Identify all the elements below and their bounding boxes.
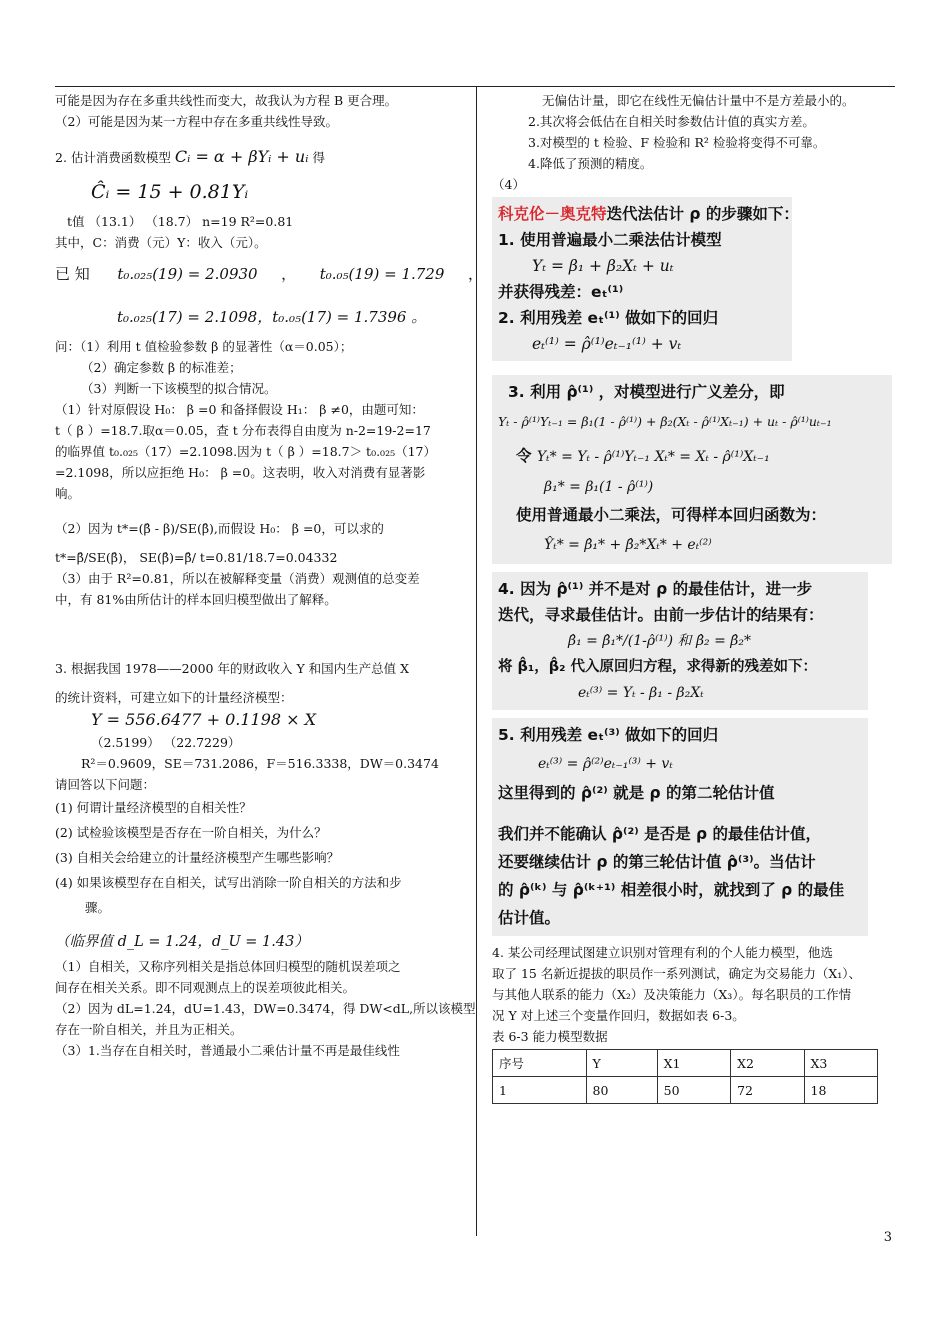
question-3-item: (1) 何谓计量经济模型的自相关性？ — [55, 800, 252, 815]
page-top-rule — [55, 86, 895, 87]
question-3-item: (4) 如果该模型存在自相关，试写出消除一阶自相关的方法和步 — [55, 875, 402, 890]
question-4-line: 4. 某公司经理试图建立识别对管理有利的个人能力模型，他选 — [492, 945, 833, 960]
answer-2-line: t*=β̂/SE(β̂)， SE(β̂)=β̂/ t=0.81/18.7=0.04332 — [55, 550, 338, 565]
step-6-line: 估计值。 — [498, 909, 561, 927]
answer-1-line: （1）针对原假设 H₀： β =0 和备择假设 H₁： β ≠0，由题可知： — [55, 402, 424, 417]
step-3-beta-star: β₁* = β₁(1 - ρ̂⁽¹⁾) — [544, 479, 654, 495]
question-4-line: 况 Y 对上述三个变量作回归，数据如表 6-3。 — [492, 1008, 745, 1023]
question-2-intro: 2. 估计消费函数模型 Cᵢ = α + βYᵢ + uᵢ 得 — [55, 147, 325, 166]
step-6-line: 的 ρ̂⁽ᵏ⁾ 与 ρ̂⁽ᵏ⁺¹⁾ 相差很小时，就找到了 ρ 的最佳 — [498, 881, 845, 899]
step-5-second-round: 这里得到的 ρ̂⁽²⁾ 就是 ρ 的第二轮估计值 — [498, 784, 775, 802]
standard-errors-line: （2.5199） （22.7229） — [91, 735, 241, 750]
step-3-ols: 使用普通最小二乘法，可得样本回归函数为： — [516, 506, 827, 524]
answer-2-line: （2）因为 t*=(β̂ - β)/SE(β̂),而假设 H₀： β =0，可以求的 — [55, 521, 384, 536]
table-header-cell: X2 — [731, 1050, 804, 1077]
table-header-cell: X1 — [657, 1050, 730, 1077]
table-cell: 72 — [731, 1077, 804, 1104]
critical-values-line: （临界值 d_L = 1.24，d_U = 1.43） — [55, 934, 309, 950]
question-3-item: (2) 试检验该模型是否存在一阶自相关，为什么？ — [55, 825, 327, 840]
table-caption: 表 6-3 能力模型数据 — [492, 1029, 608, 1044]
table-cell: 50 — [657, 1077, 730, 1104]
table-header-cell: X3 — [804, 1050, 877, 1077]
t-values-line: t值 （13.1） （18.7） n=19 R²=0.81 — [67, 214, 294, 229]
text-line: 可能是因为存在多重共线性而变大，故我认为方程 B 更合理。 — [55, 93, 398, 108]
step-1: 1. 使用普遍最小二乘法估计模型 — [498, 231, 722, 249]
question-ask-1: 问：（1）利用 t 值检验参数 β 的显著性（α＝0.05）； — [55, 339, 353, 354]
step-1-equation: Yₜ = β₁ + β₂Xₜ + uₜ — [532, 257, 674, 275]
step-6-line: 还要继续估计 ρ 的第三轮估计值 ρ̂⁽³⁾。当估计 — [498, 853, 816, 871]
text-line: 4.降低了预测的精度。 — [528, 156, 653, 171]
text-line: 无偏估计量，即它在线性无偏估计量中不是方差最小的。 — [542, 93, 855, 108]
table-cell: 1 — [493, 1077, 587, 1104]
step-5: 5. 利用残差 eₜ⁽³⁾ 做如下的回归 — [498, 726, 719, 744]
variable-definitions: 其中，C：消费（元）Y：收入（元）。 — [55, 235, 267, 250]
answer-3-line: 中，有 81%由所估计的样本回归模型做出了解释。 — [55, 592, 337, 607]
question-3-line: 3. 根据我国 1978——2000 年的财政收入 Y 和国内生产总值 X — [55, 661, 410, 676]
step-3-equation: Yₜ - ρ̂⁽¹⁾Yₜ₋₁ = β₁(1 - ρ̂⁽¹⁾) + β₂(Xₜ - ρ̂⁽¹⁾Xₜ₋₁) + uₜ - ρ̂⁽¹⁾uₜ₋₁ — [498, 414, 832, 429]
answer-1-line: t（ β ）=18.7.取α＝0.05，查 t 分布表得自由度为 n-2=19-2=17 — [55, 423, 431, 438]
text-line: （2）可能是因为某一方程中存在多重共线性导致。 — [55, 114, 338, 129]
cochrane-orcutt-panel-4 — [492, 718, 868, 936]
question-3-line: 的统计资料，可建立如下的计量经济模型： — [55, 690, 293, 705]
step-6-line: 我们并不能确认 ρ̂⁽²⁾ 是否是 ρ 的最佳估计值， — [498, 825, 821, 843]
left-column — [55, 90, 483, 1061]
answer-1-line: =2.1098，所以应拒绝 H₀： β =0。这表明，收入对消费有显著影 — [55, 465, 426, 480]
panel-title: 科克伦－奥克特迭代法估计 ρ 的步骤如下： — [498, 205, 799, 223]
consumption-model-equation: Cᵢ = α + βYᵢ + uᵢ — [174, 147, 309, 166]
table-row — [493, 1077, 878, 1104]
question-3-item: (3) 自相关会给建立的计量经济模型产生哪些影响？ — [55, 850, 340, 865]
answer-1-line: 的临界值 t₀.₀₂₅（17）=2.1098.因为 t（ β ）=18.7＞ t₀.₀₂₅（17） — [55, 444, 437, 459]
step-2: 2. 利用残差 eₜ⁽¹⁾ 做如下的回归 — [498, 309, 719, 327]
question-4-line: 与其他人联系的能力（X₂）及决策能力（X₃）。每名职员的工作情 — [492, 987, 852, 1002]
question-4-line: 取了 15 名新近提拔的职员作一系列测试，确定为交易能力（X₁）、 — [492, 966, 862, 981]
answer-3-1: 间存在相关关系。即不同观测点上的误差项彼此相关。 — [55, 980, 356, 995]
text-line: 2.其次将会低估在自相关时参数估计值的真实方差。 — [528, 114, 815, 129]
text-line: （4） — [492, 177, 525, 192]
table-header-cell: Y — [586, 1050, 657, 1077]
answer-3-line: （3）由于 R²=0.81，所以在被解释变量（消费）观测值的总变差 — [55, 571, 420, 586]
step-3: 3. 利用 ρ̂⁽¹⁾ ，对模型进行广义差分，即 — [508, 383, 785, 401]
ability-model-table — [492, 1049, 878, 1104]
page-number: 3 — [883, 1230, 892, 1245]
cochrane-orcutt-panel-3 — [492, 572, 868, 710]
step-5-equation: eₜ⁽³⁾ = ρ̂⁽²⁾eₜ₋₁⁽³⁾ + vₜ — [538, 756, 673, 772]
table-cell: 80 — [586, 1077, 657, 1104]
answer-3-2: （2）因为 dL=1.24，dU=1.43，DW=0.3474，得 DW<dL,所以该模型 — [55, 1001, 476, 1016]
step-3-let-line: 令 Yₜ* = Yₜ - ρ̂⁽¹⁾Yₜ₋₁ Xₜ* = Xₜ - ρ̂⁽¹⁾Xₜ₋₁ — [516, 447, 770, 465]
question-3-item: 骤。 — [85, 900, 111, 915]
column-divider — [476, 86, 477, 1236]
step-4: 4. 因为 ρ̂⁽¹⁾ 并不是对 ρ 的最佳估计，进一步 — [498, 580, 813, 598]
answer-3-2: 存在一阶自相关，并且为正相关。 — [55, 1022, 243, 1037]
question-ask-3: （3）判断一下该模型的拟合情况。 — [81, 381, 277, 396]
table-header-row — [493, 1050, 878, 1077]
question-3-ask: 请回答以下问题： — [55, 777, 156, 792]
known-values-line-2: t₀.₀₂₅(17) = 2.1098，t₀.₀₅(17) = 1.7396 。 — [117, 308, 427, 326]
known-values-line: 已 知 t₀.₀₂₅(19) = 2.0930 ， t₀.₀₅(19) = 1.729 ， — [55, 265, 483, 283]
right-column — [492, 90, 896, 1104]
question-ask-2: （2）确定参数 β 的标准差； — [81, 360, 242, 375]
step-2-equation: eₜ⁽¹⁾ = ρ̂⁽¹⁾eₜ₋₁⁽¹⁾ + vₜ — [532, 335, 682, 353]
step-1-residual: 并获得残差：eₜ⁽¹⁾ — [498, 283, 624, 301]
cochrane-orcutt-panel-2 — [492, 375, 892, 564]
step-4-residual: 将 β̂₁，β̂₂ 代入原回归方程，求得新的残差如下： — [498, 659, 818, 675]
table-cell: 18 — [804, 1077, 877, 1104]
text-line: 3.对模型的 t 检验、F 检验和 R² 检验将变得不可靠。 — [528, 135, 826, 150]
step-3-sample-regression: Ŷₜ* = β̂₁* + β̂₂*Xₜ* + eₜ⁽²⁾ — [544, 537, 712, 553]
answer-3-1: （1）自相关，又称序列相关是指总体回归模型的随机误差项之 — [55, 959, 401, 974]
estimated-equation: Ĉᵢ = 15 + 0.81Yᵢ — [91, 181, 249, 203]
model-stats-line: R²＝0.9609，SE＝731.2086，F＝516.3338，DW＝0.3474 — [81, 756, 439, 771]
step-4: 迭代，寻求最佳估计。由前一步估计的结果有： — [498, 606, 824, 624]
fiscal-model-equation: Y = 556.6477 + 0.1198 × X — [91, 710, 317, 729]
step-4-equation: β̂₁ = β̂₁*/(1-ρ̂⁽¹⁾) 和 β̂₂ = β̂₂* — [568, 633, 751, 649]
cochrane-orcutt-panel-1 — [492, 197, 799, 361]
answer-1-line: 响。 — [55, 486, 81, 501]
table-header-cell: 序号 — [493, 1050, 587, 1077]
step-4-residual-equation: eₜ⁽³⁾ = Yₜ - β₁ - β₂Xₜ — [578, 685, 704, 701]
answer-3-3: （3）1.当存在自相关时，普通最小二乘估计量不再是最佳线性 — [55, 1043, 400, 1058]
